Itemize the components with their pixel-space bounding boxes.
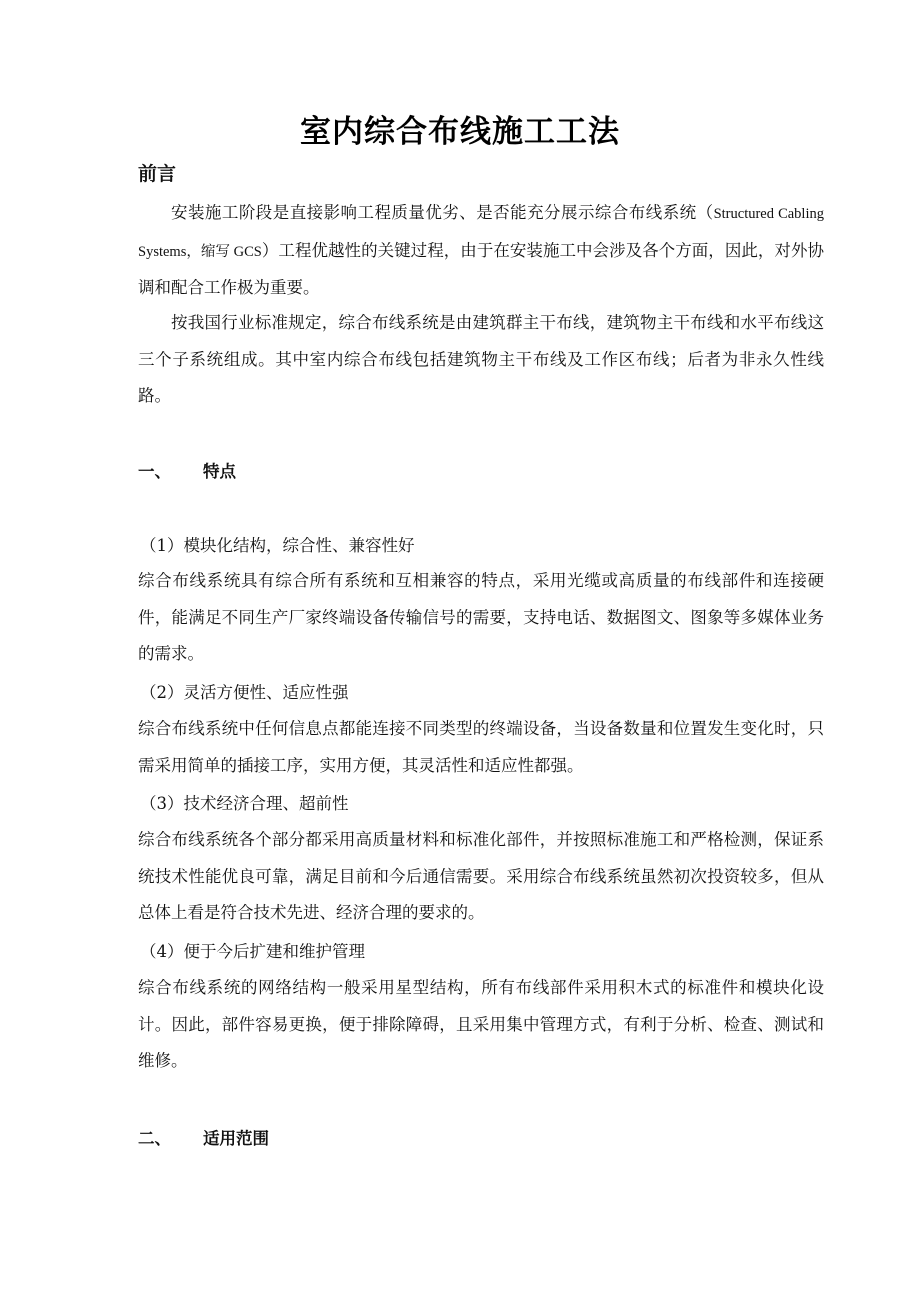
preface-paragraph-1-part-b: ）工程优越性的关键过程，由于在安装施工中会涉及各个方面，因此，对外协调和配合工作极为重要。 [138, 240, 824, 298]
subsection-3-title: （3）技术经济合理、超前性 [140, 794, 349, 813]
section-2-title: 适用范围 [203, 1129, 269, 1148]
subsection-4-text: 综合布线系统的网络结构一般采用星型结构，所有布线部件采用积木式的标准件和模块化设计。因此，部件容易更换，便于排除障碍，且采用集中管理方式，有利于分析、检查、测试和维修。 [138, 978, 824, 1071]
document-title: 室内综合布线施工工法 [300, 114, 620, 150]
preface-paragraph-1-part-a: 安装施工阶段是直接影响工程质量优劣、是否能充分展示综合布线系统（ [171, 203, 714, 222]
section-2-number: 二、 [138, 1129, 171, 1148]
subsection-4-title: （4）便于今后扩建和维护管理 [140, 942, 365, 961]
subsection-1-title: （1）模块化结构，综合性、兼容性好 [140, 536, 415, 555]
subsection-2-title: （2）灵活方便性、适应性强 [140, 683, 349, 702]
preface-paragraph-1 [138, 195, 824, 307]
section-1-number: 一、 [138, 462, 171, 481]
section-1-heading [138, 459, 236, 485]
preface-heading: 前言 [138, 163, 177, 185]
subsection-3-text: 综合布线系统各个部分都采用高质量材料和标准化部件，并按照标准施工和严格检测，保证系统技术性能优良可靠，满足目前和今后通信需要。采用综合布线系统虽然初次投资较多，但从总体上看是符合技术先进、经济合理的要求的。 [138, 830, 824, 923]
section-2-heading [138, 1126, 269, 1152]
subsection-1-text: 综合布线系统具有综合所有系统和互相兼容的特点，采用光缆或高质量的布线部件和连接硬件，能满足不同生产厂家终端设备传输信号的需要，支持电话、数据图文、图象等多媒体业务的需求。 [138, 571, 824, 664]
subsection-2-text: 综合布线系统中任何信息点都能连接不同类型的终端设备，当设备数量和位置发生变化时，只需采用简单的插接工序，实用方便，其灵活性和适应性都强。 [138, 719, 824, 775]
section-1-title: 特点 [203, 462, 236, 481]
preface-paragraph-2: 按我国行业标准规定，综合布线系统是由建筑群主干布线，建筑物主干布线和水平布线这三个子系统组成。其中室内综合布线包括建筑物主干布线及工作区布线；后者为非永久性线路。 [138, 313, 824, 406]
preface-paragraph-1-latin: Structured Cabling Systems，缩写 GCS [138, 206, 824, 260]
